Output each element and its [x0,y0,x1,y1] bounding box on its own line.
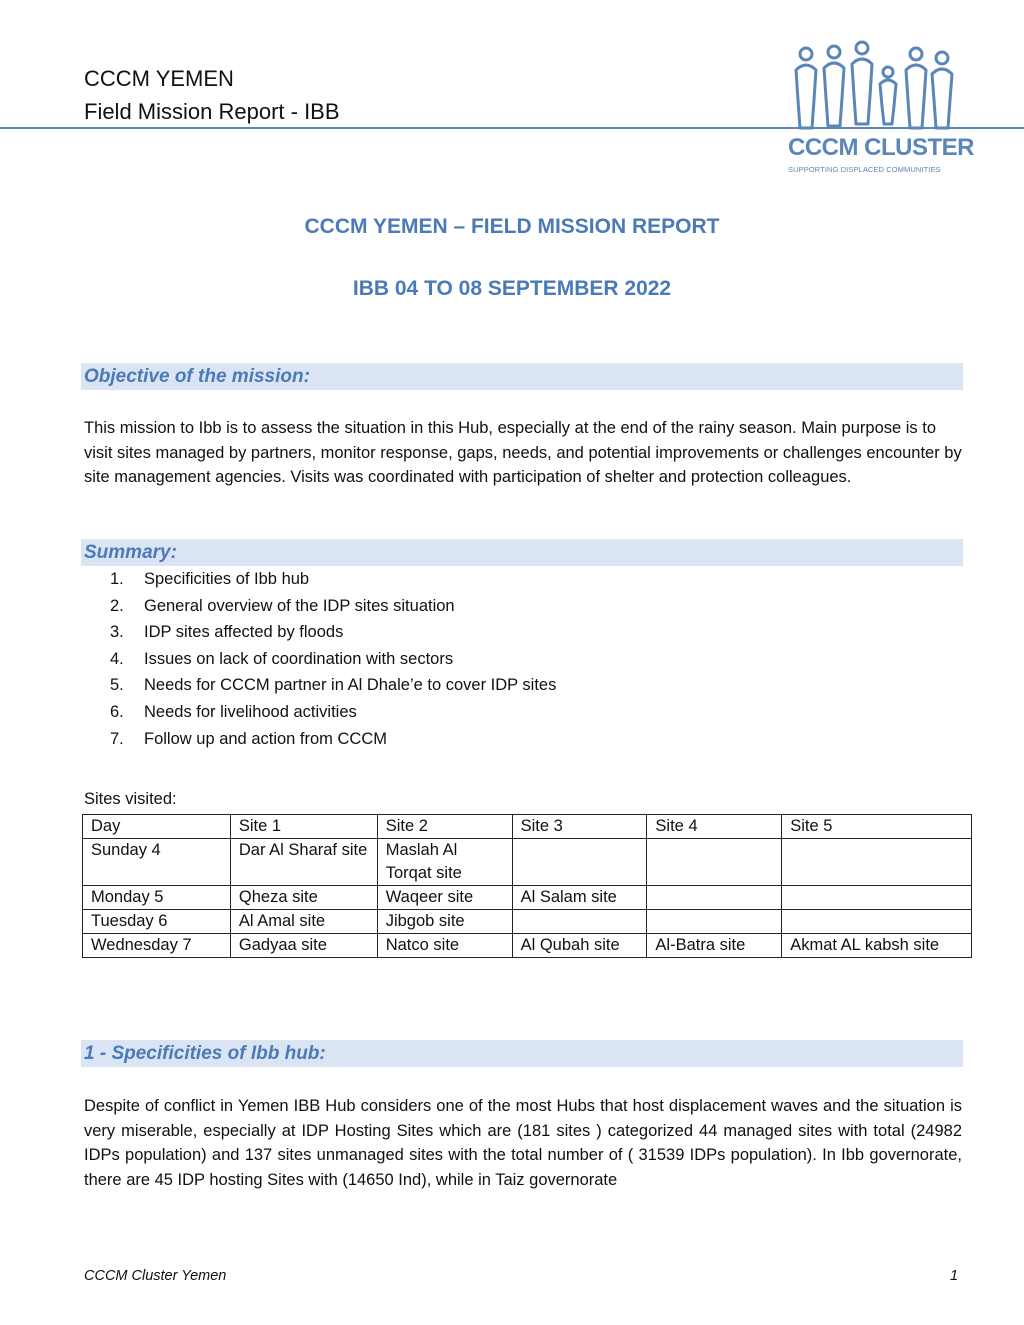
table-cell: Qheza site [230,886,377,910]
list-item: 7. Follow up and action from CCCM [110,729,388,748]
logo-tagline: SUPPORTING DISPLACED COMMUNITIES [788,165,941,174]
table-header-cell: Site 5 [782,815,972,839]
table-cell: Wednesday 7 [83,934,231,958]
list-item: 1. Specificities of Ibb hub [110,570,310,588]
specificities-paragraph: Despite of conflict in Yemen IBB Hub considers one of the most Hubs that host displacement waves and the situation is very miserable, especially at IDP Hosting Sites which are (181 sites ) categorized 44 managed sites with total (24982 IDPs population) and 137 sites unmanaged sites with the total number of ( 31539 IDPs population). In Ibb governorate, there are 45 IDP hosting Sites with (14650 Ind), while in Taiz governorate [84,1097,962,1189]
table-cell [782,839,972,886]
table-cell: Waqeer site [377,886,512,910]
table-cell: Al Qubah site [512,934,647,958]
section-heading-objective: Objective of the mission: [81,363,963,390]
table-cell: Al Salam site [512,886,647,910]
table-cell: Al-Batra site [647,934,782,958]
table-cell [512,910,647,934]
table-cell: Sunday 4 [83,839,231,886]
table-cell [782,910,972,934]
table-cell: Tuesday 6 [83,910,231,934]
table-header-cell: Site 4 [647,815,782,839]
table-cell: Akmat AL kabsh site [782,934,972,958]
sites-visited-table [82,814,972,958]
table-row [83,910,972,934]
table-cell: Monday 5 [83,886,231,910]
running-header [84,62,340,128]
table-cell: Maslah Al Torqat site [377,839,512,886]
report-subtitle: IBB 04 TO 08 SEPTEMBER 2022 [352,277,672,300]
table-cell [782,886,972,910]
table-cell [647,910,782,934]
table-cell [647,839,782,886]
sites-visited-label: Sites visited: [84,790,177,808]
header-org: CCCM YEMEN [84,66,234,91]
table-header-cell: Site 2 [377,815,512,839]
list-item: 4. Issues on lack of coordination with sectors [110,649,454,668]
table-row [83,886,972,910]
footer-org: CCCM Cluster Yemen [84,1268,227,1284]
list-item: 3. IDP sites affected by floods [110,623,344,642]
table-header-cell: Day [83,815,231,839]
summary-list [110,568,556,754]
table-cell: Natco site [377,934,512,958]
header-report-title: Field Mission Report - IBB [84,99,340,124]
list-item: 2. General overview of the IDP sites situation [110,596,455,615]
table-cell [647,886,782,910]
list-item: 6. Needs for livelihood activities [110,702,357,721]
table-header-cell: Site 1 [230,815,377,839]
table-cell: Jibgob site [377,910,512,934]
table-row [83,934,972,958]
table-cell: Gadyaa site [230,934,377,958]
table-cell [512,839,647,886]
section-heading-summary: Summary: [81,539,963,566]
table-row [83,839,972,886]
section-heading-specificities: 1 - Specificities of Ibb hub: [81,1040,963,1067]
logo-name: CCCM CLUSTER [788,134,974,161]
report-title: CCCM YEMEN – FIELD MISSION REPORT [304,215,720,238]
table-header-cell: Site 3 [512,815,647,839]
table-header-row [83,815,972,839]
objective-paragraph: This mission to Ibb is to assess the situation in this Hub, especially at the end of the rainy season. Main purpose is to visit sites managed by partners, monitor response, gaps, needs, and potential improvements or challenges encounter by site management agencies. Visits was coordinated with participation of shelter and protection colleagues. [84,419,962,486]
table-cell: Al Amal site [230,910,377,934]
table-cell: Dar Al Sharaf site [230,839,377,886]
list-item: 5. Needs for CCCM partner in Al Dhale’e to cover IDP sites [110,676,557,695]
page-number: 1 [950,1268,959,1284]
